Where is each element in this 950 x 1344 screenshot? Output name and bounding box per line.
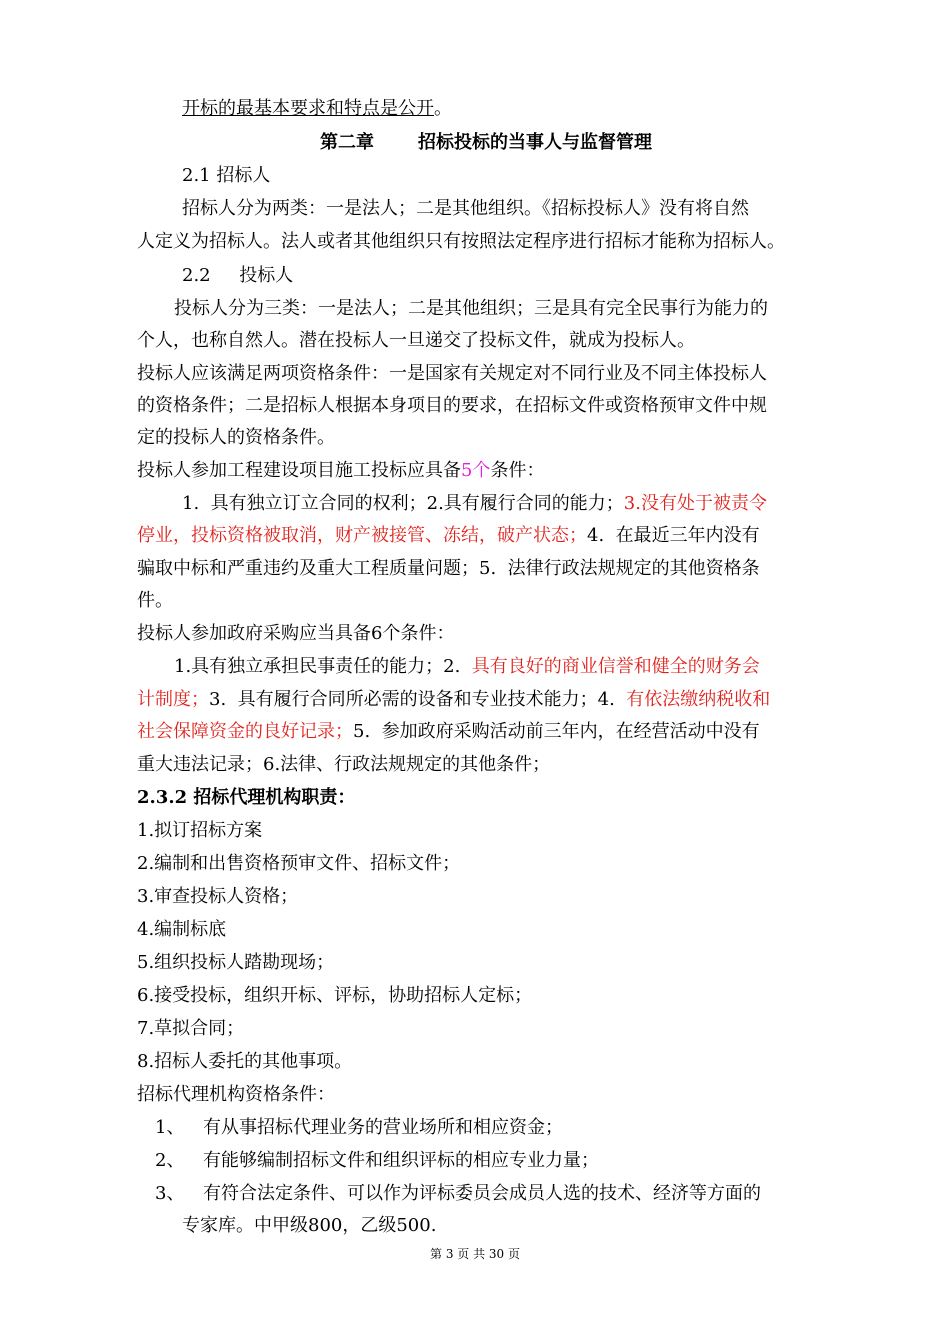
procurement-line-1 — [174, 653, 817, 681]
duty-item: 5.组织投标人踏勘现场； — [137, 952, 335, 973]
duty-item: 3.审查投标人资格； — [137, 886, 299, 907]
engineering-count: 5个 — [461, 460, 491, 481]
engineering-l2-highlight: 停业，投标资格被取消，财产被接管、冻结，破产状态； — [137, 525, 587, 546]
procurement-line-2 — [137, 686, 817, 714]
duty-item: 6.接受投标，组织开标、评标，协助招标人定标； — [137, 985, 533, 1006]
engineering-line-4: 件。 — [137, 590, 173, 611]
engineering-l1-text: 1. 具有独立订立合同的权利；2.具有履行合同的能力； — [182, 493, 624, 514]
section-2-1-paragraph-2: 人定义为招标人。法人或者其他组织只有按照法定程序进行招标才能称为招标人。 — [137, 231, 785, 252]
intro-line — [182, 95, 862, 123]
section-2-1-heading: 2.1 招标人 — [182, 165, 271, 186]
duty-item: 4.编制标底 — [137, 919, 227, 940]
procurement-l2-highlight: 计制度； — [137, 689, 209, 710]
procurement-l3-text: 5. 参加政府采购活动前三年内，在经营活动中没有 — [353, 721, 760, 742]
section-2-2-heading: 2.2 投标人 — [182, 265, 294, 286]
page-footer: 第 3 页 共 30 页 — [430, 1247, 520, 1261]
duty-item: 1.拟订招标方案 — [137, 820, 263, 841]
qualification-number: 1、 — [155, 1117, 185, 1138]
procurement-l1-text: 1.具有独立承担民事责任的能力；2. — [174, 656, 472, 677]
qualification-item — [155, 1147, 835, 1175]
duty-item: 8.招标人委托的其他事项。 — [137, 1051, 353, 1072]
qualification-number: 3、 — [155, 1183, 185, 1204]
qualification-3-continued: 专家库。中甲级800，乙级500. — [182, 1215, 437, 1236]
procurement-line-3 — [137, 718, 817, 746]
section-2-1-paragraph-1: 招标人分为两类：一是法人；二是其他组织。《招标投标人》没有将自然 — [182, 198, 749, 219]
duty-item: 2.编制和出售资格预审文件、招标文件； — [137, 853, 461, 874]
procurement-line-4: 重大违法记录；6.法律、行政法规规定的其他条件； — [137, 754, 551, 775]
qualification-line-1: 投标人应该满足两项资格条件：一是国家有关规定对不同行业及不同主体投标人 — [137, 363, 767, 384]
engineering-line-2 — [137, 522, 817, 550]
qualification-number: 2、 — [155, 1150, 185, 1171]
section-2-2-paragraph-1: 投标人分为三类：一是法人；二是其他组织；三是具有完全民事行为能力的 — [174, 298, 768, 319]
qualification-text: 有符合法定条件、可以作为评标委员会成员人选的技术、经济等方面的 — [203, 1183, 761, 1204]
duty-item: 7.草拟合同； — [137, 1018, 245, 1039]
agency-heading: 2.3.2 招标代理机构职责： — [137, 787, 356, 808]
engineering-line-3: 骗取中标和严重违约及重大工程质量问题；5. 法律行政法规规定的其他资格条 — [137, 558, 760, 579]
engineering-line-1 — [182, 490, 817, 518]
intro-text: 开标的最基本要求和特点是公开 — [182, 98, 434, 119]
chapter-title: 招标投标的当事人与监督管理 — [418, 132, 652, 153]
engineering-intro — [137, 457, 817, 485]
procurement-l2-highlight-2: 有依法缴纳税收和 — [626, 689, 771, 710]
qualification-text: 有从事招标代理业务的营业场所和相应资金； — [203, 1117, 563, 1138]
procurement-l1-highlight: 具有良好的商业信誉和健全的财务会 — [471, 656, 760, 677]
engineering-intro-text: 投标人参加工程建设项目施工投标应具备 — [137, 460, 461, 481]
engineering-intro-end: 条件： — [490, 460, 545, 481]
procurement-l3-highlight: 社会保障资金的良好记录； — [137, 721, 353, 742]
intro-end: 。 — [434, 98, 452, 119]
qualification-line-3: 定的投标人的资格条件。 — [137, 427, 335, 448]
chapter-heading — [320, 129, 720, 157]
procurement-l2-text: 3. 具有履行合同所必需的设备和专业技术能力；4. — [209, 689, 627, 710]
qualification-item — [155, 1114, 835, 1142]
engineering-l2-text: 4. 在最近三年内没有 — [587, 525, 760, 546]
qualification-heading: 招标代理机构资格条件： — [137, 1084, 335, 1105]
qualification-text: 有能够编制招标文件和组织评标的相应专业力量； — [203, 1150, 599, 1171]
qualification-line-2: 的资格条件；二是招标人根据本身项目的要求，在招标文件或资格预审文件中规 — [137, 395, 767, 416]
section-2-2-paragraph-2: 个人，也称自然人。潜在投标人一旦递交了投标文件，就成为投标人。 — [137, 330, 695, 351]
qualification-item — [155, 1180, 835, 1208]
procurement-intro: 投标人参加政府采购应当具备6个条件： — [137, 623, 455, 644]
chapter-number: 第二章 — [320, 132, 374, 153]
engineering-l1-highlight: 3.没有处于被责令 — [623, 493, 767, 514]
